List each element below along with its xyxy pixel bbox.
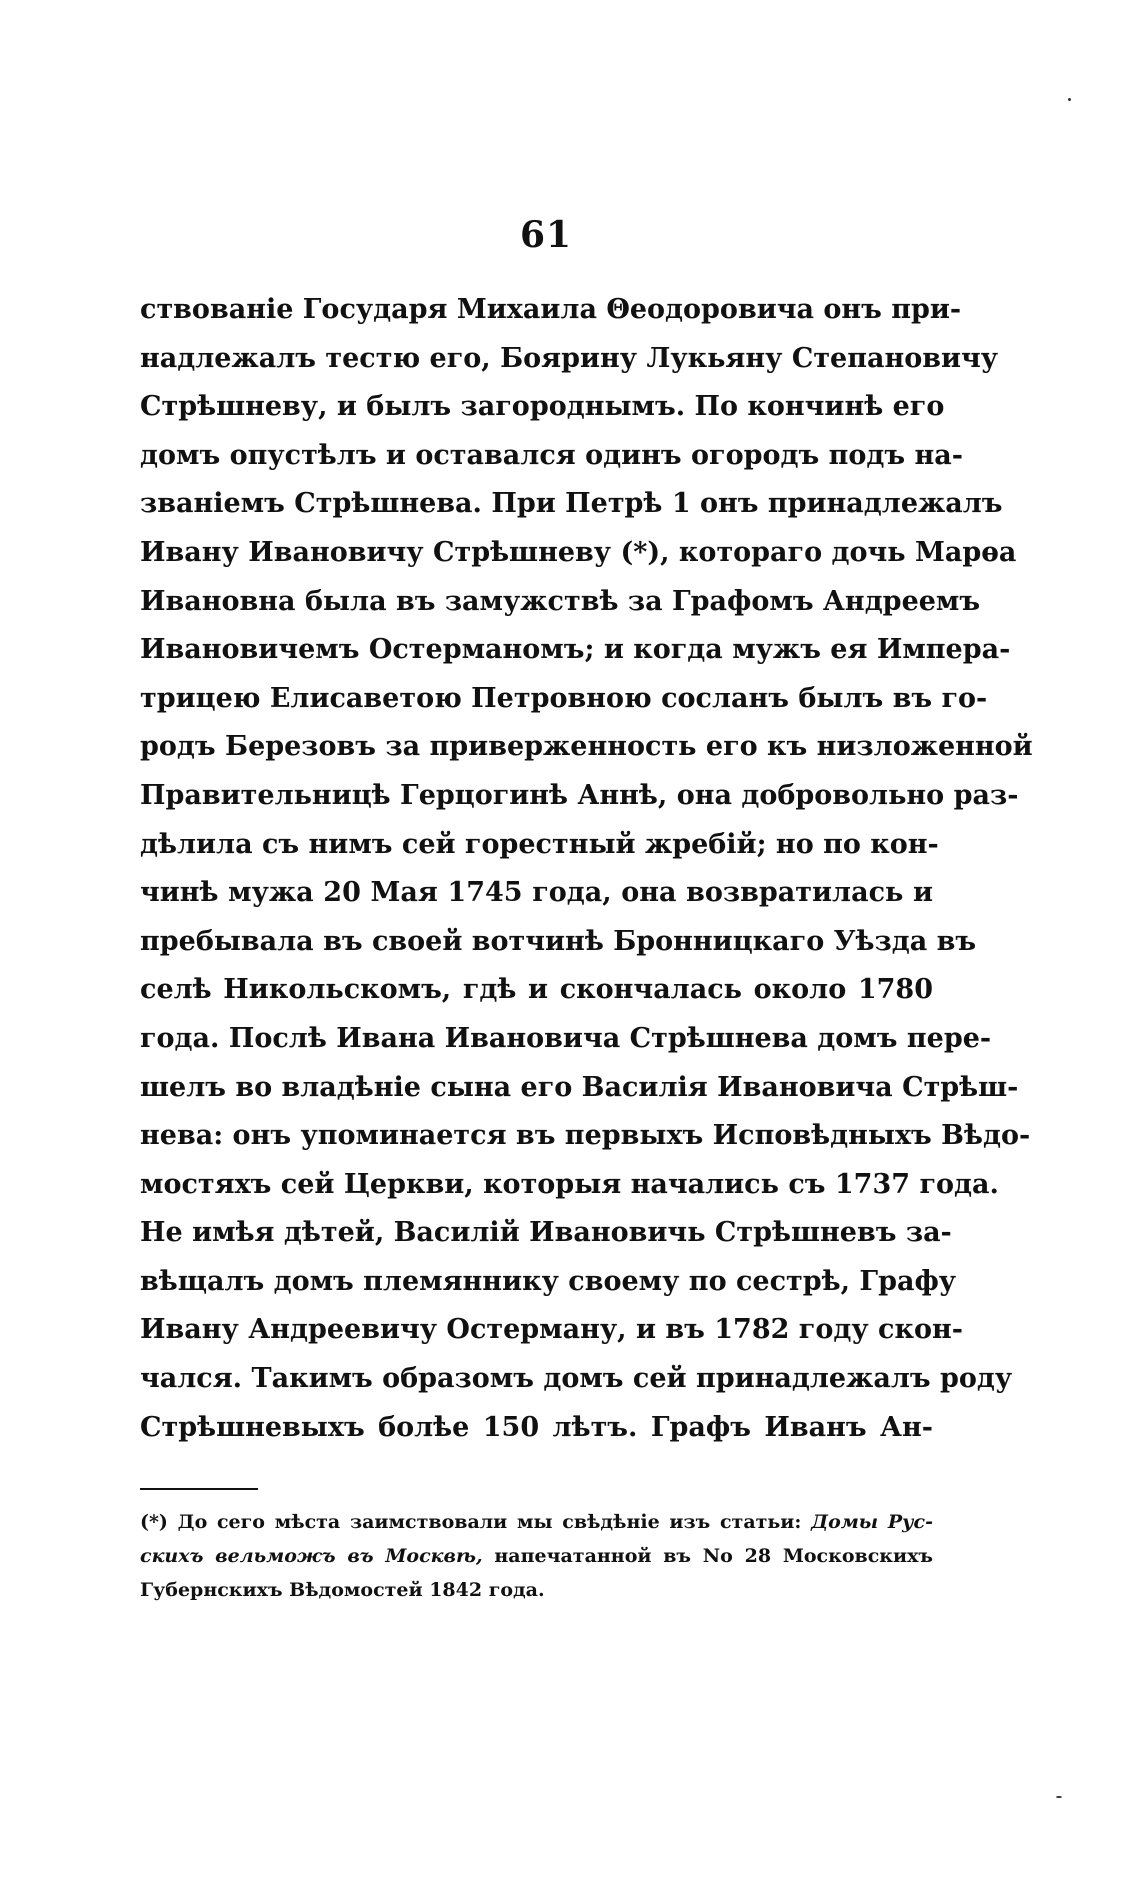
text-line: надлежалъ тестю его, Боярину Лукьяну Степановичу [140,342,999,374]
text-line: дѣлила съ нимъ сей горестный жребій; но по кон- [140,828,939,860]
footnote [140,1505,933,1607]
text-line: Правительницѣ Герцогинѣ Аннѣ, она добровольно раз- [140,779,1019,811]
text-line: домъ опустѣлъ и оставался одинъ огородъ подъ на- [140,439,963,471]
text-line: ствованіе Государя Михаила Θеодоровича онъ при- [140,294,962,325]
text-line: Ивану Ивановичу Стрѣшневу (*), котораго дочь Марѳа [140,536,1017,568]
text-line: Не имѣя дѣтей, Василій Ивановичь Стрѣшневъ за- [140,1217,952,1249]
footnote-line [140,1539,933,1573]
main-text [140,286,1033,1452]
footnote-title-italic: Домы Рус- [811,1511,933,1533]
footnote-line: Губернскихъ Вѣдомостей 1842 года. [140,1579,545,1601]
text-line: чинѣ мужа 20 Мая 1745 года, она возвратилась и [140,877,933,909]
text-line: Ивановичемъ Остерманомъ; и когда мужъ ея Импера- [140,634,1011,666]
text-line: Ивану Андреевичу Остерману, и въ 1782 году скон- [140,1314,963,1346]
text-line: нева: онъ упоминается въ первыхъ Исповѣдныхъ Вѣдо- [140,1120,1031,1152]
text-line: родъ Березовъ за приверженность его къ низложенной [140,731,1033,763]
text-line: званіемъ Стрѣшнева. При Петрѣ 1 онъ принадлежалъ [140,488,1003,520]
text-line: трицею Елисаветою Петровною сосланъ былъ въ го- [140,682,988,714]
text-line: Стрѣшневу, и былъ загороднымъ. По кончинѣ его [140,391,945,423]
scan-speck [1056,1796,1062,1798]
text-line: шелъ во владѣніе сына его Василія Ивановича Стрѣш- [140,1071,1019,1103]
text-line: года. Послѣ Ивана Ивановича Стрѣшнева домъ пере- [140,1022,992,1054]
footnote-text: (*) До сего мѣста заимствовали мы свѣдѣніе изъ статьи: [140,1511,802,1533]
text-line: вѣщалъ домъ племяннику своему по сестрѣ, Графу [140,1265,957,1297]
footnote-divider [140,1488,258,1490]
page-number: 61 [519,214,573,256]
text-line: чался. Такимъ образомъ домъ сей принадлежалъ роду [140,1363,1013,1395]
footnote-title-italic: скихъ вельможъ въ Москвѣ, [140,1545,483,1567]
text-line: пребывала въ своей вотчинѣ Бронницкаго Уѣзда въ [140,925,977,957]
text-line: мостяхъ сей Церкви, которыя начались съ 1737 года. [140,1168,999,1200]
footnote-line [140,1505,933,1539]
text-line: селѣ Никольскомъ, гдѣ и скончалась около 1780 [140,974,933,1006]
text-line: Стрѣшневыхъ болѣе 150 лѣтъ. Графъ Иванъ Ан- [140,1411,933,1443]
scan-speck [1068,98,1071,101]
footnote-text: напечатанной въ No 28 Московскихъ [494,1545,933,1567]
text-line: Ивановна была въ замужствѣ за Графомъ Андреемъ [140,585,981,617]
